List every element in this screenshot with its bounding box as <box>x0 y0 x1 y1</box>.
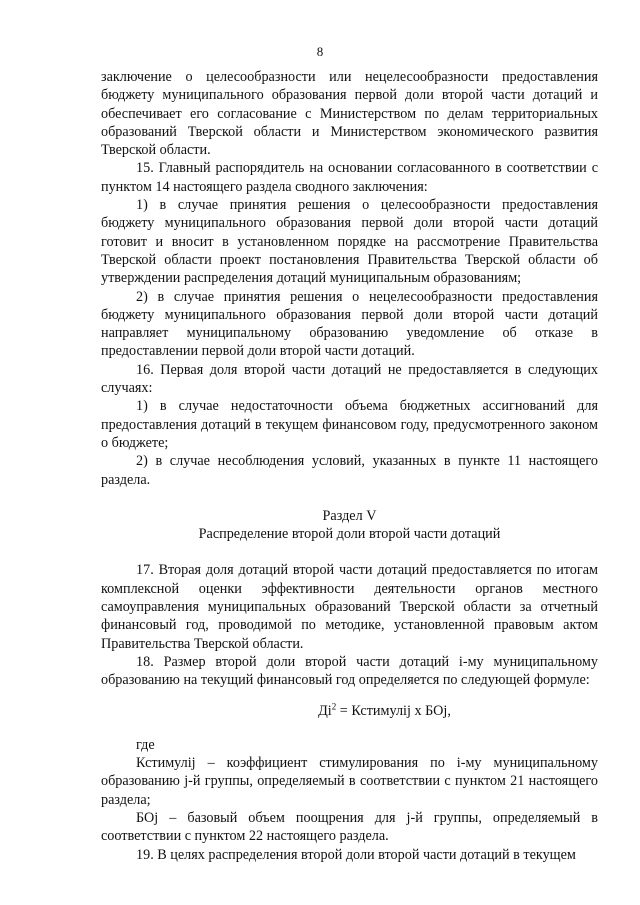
section-subtitle: Распределение второй доли второй части дотаций <box>198 526 501 543</box>
paragraph-19: 19. В целях распределения второй доли второй части дотаций в текущем <box>136 846 576 863</box>
paragraph-15: 15. Главный распорядитель на основании согласованного в соответствии с пунктом 14 настоящего раздела сводного заключения: <box>101 160 598 195</box>
section-title: Раздел V <box>322 507 377 524</box>
paragraph-17: 17. Вторая доля дотаций второй части дотаций предоставляется по итогам комплексной оценки эффективности деятельности органов местного самоуправления муниципальных образований Тверской области за отчетный финансовый год, проводимой по методике, установленной правовым актом Правительства Тверской области. <box>101 562 598 652</box>
page-number: 8 <box>316 44 324 59</box>
where-label: где <box>136 736 155 753</box>
formula-left: Дi <box>318 702 332 719</box>
paragraph-16-item-2: 2) в случае несоблюдения условий, указанных в пункте 11 настоящего раздела. <box>101 453 598 488</box>
formula-right: = Кстимулij х БОj, <box>336 702 451 719</box>
paragraph-18: 18. Размер второй доли второй части дотаций i-му муниципальному образованию на текущий финансовый год определяется по следующей формуле: <box>101 653 598 689</box>
definition-kstimul: Кстимулij – коэффициент стимулирования по i-му муниципальному образованию j-й группы, определяемый в соответствии с пунктом 21 настоящего раздела; <box>101 755 598 808</box>
definition-boj: БОj – базовый объем поощрения для j-й группы, определяемый в соответствии с пунктом 22 настоящего раздела. <box>101 809 598 845</box>
formula <box>101 702 598 720</box>
formula-superscript: 2 <box>331 700 337 711</box>
paragraph-15-item-1: 1) в случае принятия решения о целесообразности предоставления бюджету муниципального образования первой доли второй части дотаций готовит и вносит в установленном порядке на рассмотрение Правительства Тверской области проект постановления Правительства Тверской области об утверждении распределения дотаций муниципальным образованиям; <box>101 197 598 287</box>
paragraph-16: 16. Первая доля второй части дотаций не предоставляется в следующих случаях: <box>101 361 598 397</box>
paragraph-15-item-2: 2) в случае принятия решения о нецелесообразности предоставления бюджету муниципального образования первой доли второй части дотаций направляет муниципальному образованию уведомление об отказе в предоставлении первой доли второй части дотаций. <box>101 288 598 360</box>
document-body <box>101 68 598 864</box>
paragraph-16-item-1: 1) в случае недостаточности объема бюджетных ассигнований для предоставления дотаций в текущем финансовом году, предусмотренного законом о бюджете; <box>101 398 598 451</box>
paragraph-conclusion: заключение о целесообразности или нецелесообразности предоставления бюджету муниципального образования первой доли второй части дотаций и обеспечивает его согласование с Министерством по делам территориальных образований Тверской области и Министерством экономического развития Тверской области. <box>101 69 598 159</box>
